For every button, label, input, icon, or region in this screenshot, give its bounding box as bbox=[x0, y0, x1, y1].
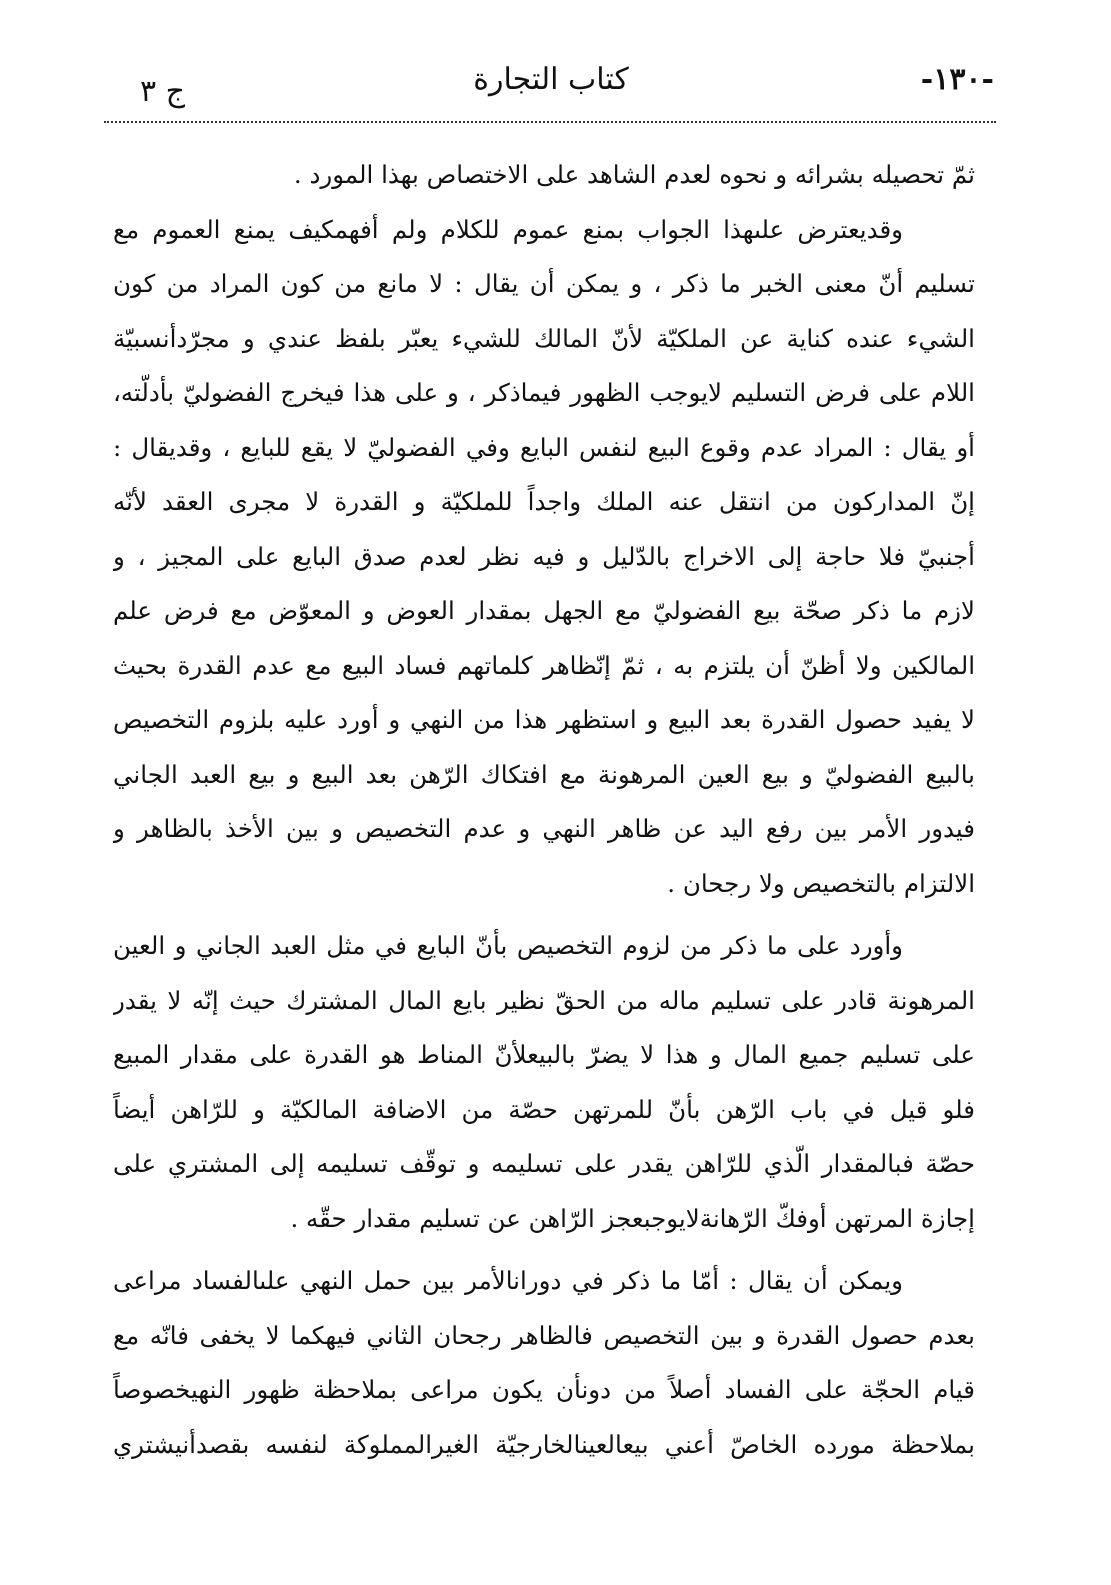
text-line: أو يقال : المراد عدم وقوع البيع لنفس البايع وفي الفضوليّ لا يقع للبايع ، وقديقال : bbox=[113, 432, 975, 462]
text-line: بالبيع الفضوليّ و بيع العين المرهونة مع افتكاك الرّهن بعد البيع و بيع العبد الجاني bbox=[113, 759, 975, 789]
paragraph-gap bbox=[113, 911, 975, 919]
text-line: لازم ما ذكر صحّة بيع الفضوليّ مع الجهل بمقدار العوض و المعوّض مع فرض علم bbox=[113, 596, 975, 625]
paragraph-gap bbox=[113, 1246, 975, 1254]
text-line: على تسليم جميع المال و هذا لا يضرّ بالبيعلأنّ المناط هو القدرة على مقدار المبيع bbox=[113, 1040, 975, 1069]
text-line: وأورد على ما ذكر من لزوم التخصيص بأنّ البايع في مثل العبد الجاني و العين bbox=[113, 931, 903, 960]
text-line: بملاحظة مورده الخاصّ أعني بيعالعينالخارجيّة الغيرالمملوكة لنفسه بقصدأنيشتري bbox=[113, 1429, 975, 1459]
page-header bbox=[108, 62, 994, 112]
text-line: الشيء عنده كناية عن الملكيّة لأنّ المالك للشيء يعبّر بلفظ عندي و مجرّدأنسبيّة bbox=[113, 323, 975, 353]
text-line: فيدور الأمر بين رفع اليد عن ظاهر النهي و عدم التخصيص و بين الأخذ بالظاهر و bbox=[113, 814, 975, 843]
page-number: -١٣٠- bbox=[920, 62, 994, 97]
text-line: المالكين ولا أظنّ أن يلتزم به ، ثمّ إنّظاهر كلماتهم فساد البيع مع عدم القدرة بحيث bbox=[113, 650, 975, 680]
text-line: قيام الحجّة على الفساد أصلاً من دونأن يكون مراعى بملاحظة ظهور النهيخصوصاً bbox=[113, 1375, 975, 1404]
text-line: بعدم حصول القدرة و بين التخصيص فالظاهر رجحان الثاني فيهكما لا يخفى فانّه مع bbox=[113, 1320, 975, 1350]
text-line: أجنبيّ فلا حاجة إلى الاخراج بالدّليل و فيه نظر لعدم صدق البايع على المجيز ، و bbox=[113, 541, 975, 571]
text-line: ثمّ تحصيله بشرائه و نحوه لعدم الشاهد على الاختصاص بهذا المورد . bbox=[293, 160, 975, 189]
text-line: فلو قيل في باب الرّهن بأنّ للمرتهن حصّة من الاضافة المالكيّة و للرّاهن أيضاً bbox=[113, 1094, 975, 1124]
text-line: الالتزام بالتخصيص ولا رجحان . bbox=[667, 868, 975, 898]
volume-label: ج ٣ bbox=[140, 74, 186, 109]
text-line: إنّ المداركون من انتقل عنه الملك واجداً للملكيّة و القدرة لا مجرى العقد لأنّه bbox=[113, 487, 975, 516]
text-line: لا يفيد حصول القدرة بعد البيع و استظهر هذا من النهي و أورد عليه بلزوم التخصيص bbox=[113, 705, 975, 734]
header-divider bbox=[104, 121, 996, 123]
book-title: كتاب التجارة bbox=[473, 62, 629, 97]
text-line: اللام على فرض التسليم لايوجب الظهور فيماذكر ، و على هذا فيخرج الفضوليّ بأدلّته، bbox=[113, 378, 975, 407]
text-line: وقديعترض علىهذا الجواب بمنع عموم للكلام ولم أفهمكيف يمنع العموم مع bbox=[113, 214, 903, 244]
text-line: تسليم أنّ معنى الخبر ما ذكر ، و يمكن أن يقال : لا مانع من كون المراد من كون bbox=[113, 269, 975, 298]
text-line: ويمكن أن يقال : أمّا ما ذكر في دورانالأمر بين حمل النهي علىالفساد مراعى bbox=[113, 1266, 903, 1295]
text-line: المرهونة قادر على تسليم ماله من الحقّ نظير بايع المال المشترك حيث إنّه لا يقدر bbox=[113, 985, 975, 1015]
text-line: حصّة فبالمقدار الّذي للرّاهن يقدر على تسليمه و توقّف تسليمه إلى المشتري على bbox=[113, 1149, 975, 1178]
body-text bbox=[113, 148, 975, 1472]
text-line: إجازة المرتهن أوفكّ الرّهانةلايوجبعجز الرّاهن عن تسليم مقدار حقّه . bbox=[290, 1203, 975, 1233]
